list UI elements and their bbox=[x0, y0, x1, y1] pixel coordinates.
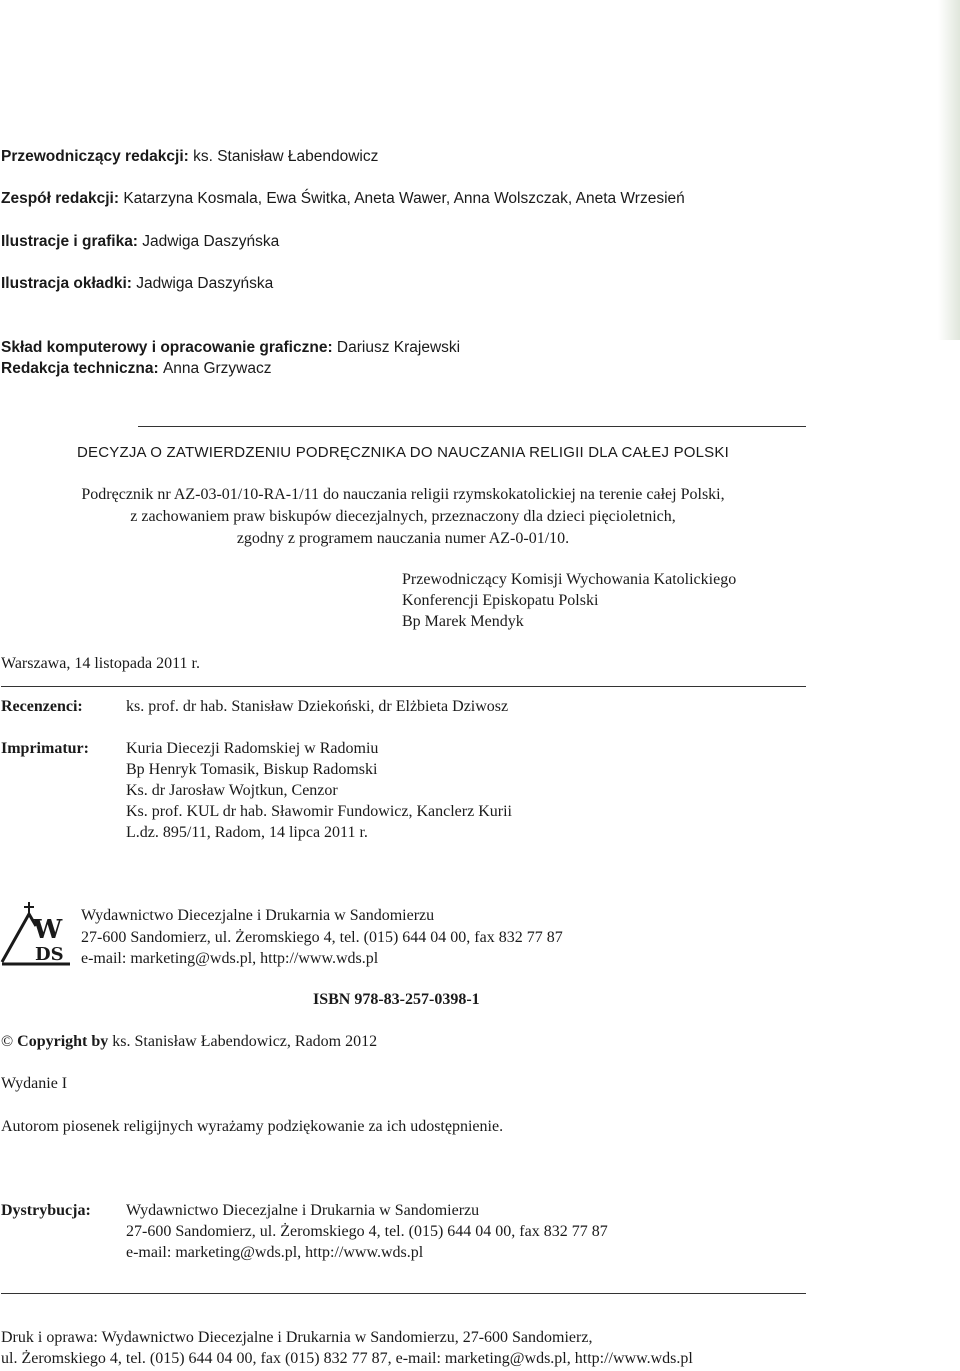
svg-text:DS: DS bbox=[35, 944, 64, 965]
acknowledgement: Autorom piosenek religijnych wyrażamy podziękowanie za ich udostępnienie. bbox=[1, 1118, 504, 1135]
edition: Wydanie I bbox=[1, 1075, 68, 1092]
decision-place-date: Warszawa, 14 listopada 2011 r. bbox=[1, 655, 200, 672]
credit-label: Zespół redakcji: bbox=[1, 190, 124, 207]
copyright-value: ks. Stanisław Łabendowicz, Radom 2012 bbox=[112, 1033, 378, 1050]
decision-line: Podręcznik nr AZ-03-01/10-RA-1/11 do nauczania religii rzymskokatolickiej na terenie całej Polski, bbox=[81, 486, 725, 503]
copyright-symbol: © bbox=[1, 1033, 14, 1050]
decision-line: z zachowaniem praw biskupów diecezjalnych, przeznaczony dla dzieci pięcioletnich, bbox=[130, 508, 676, 525]
wds-publisher-logo bbox=[0, 900, 70, 970]
decision-heading: DECYZJA O ZATWIERDZENIU PODRĘCZNIKA DO NAUCZANIA RELIGII DLA CAŁEJ POLSKI bbox=[77, 444, 729, 461]
publisher-line: 27-600 Sandomierz, ul. Żeromskiego 4, tel. (015) 644 04 00, fax 832 77 87 bbox=[81, 929, 563, 946]
credit-technical bbox=[1, 360, 272, 378]
signature-line: Przewodniczący Komisji Wychowania Katolickiego bbox=[402, 571, 737, 588]
credit-chair bbox=[1, 148, 378, 166]
decision-line: zgodny z programem nauczania numer AZ-0-01/10. bbox=[236, 530, 570, 547]
credit-value: Katarzyna Kosmala, Ewa Świtka, Aneta Wawer, Anna Wolszczak, Aneta Wrzesień bbox=[123, 190, 685, 207]
svg-text:W: W bbox=[33, 915, 63, 945]
divider bbox=[1, 1293, 806, 1294]
credit-typesetting bbox=[1, 339, 460, 357]
credit-label: Ilustracje i grafika: bbox=[1, 233, 143, 250]
imprimatur-line: L.dz. 895/11, Radom, 14 lipca 2011 r. bbox=[126, 824, 368, 841]
page-edge-shadow bbox=[938, 0, 960, 340]
distribution-label: Dystrybucja: bbox=[1, 1202, 91, 1219]
credit-label: Ilustracja okładki: bbox=[1, 275, 137, 292]
imprimatur-line: Ks. dr Jarosław Wojtkun, Cenzor bbox=[126, 782, 338, 799]
credit-value: ks. Stanisław Łabendowicz bbox=[193, 148, 379, 165]
print-line: Druk i oprawa: Wydawnictwo Diecezjalne i Drukarnia w Sandomierzu, 27-600 Sandomierz, bbox=[1, 1329, 593, 1346]
publisher-line: e-mail: marketing@wds.pl, http://www.wds.pl bbox=[81, 950, 379, 967]
divider bbox=[1, 686, 806, 687]
distribution-line: Wydawnictwo Diecezjalne i Drukarnia w Sandomierzu bbox=[126, 1202, 480, 1219]
divider bbox=[138, 426, 806, 427]
print-line: ul. Żeromskiego 4, tel. (015) 644 04 00, fax (015) 832 77 87, e-mail: marketing@wds.pl, http://www.wds.pl bbox=[1, 1350, 693, 1367]
credit-value: Dariusz Krajewski bbox=[336, 339, 461, 356]
credit-illustrations bbox=[1, 233, 279, 251]
imprimatur-label: Imprimatur: bbox=[1, 740, 89, 757]
credit-label: Skład komputerowy i opracowanie graficzne: bbox=[1, 339, 337, 356]
credit-label: Redakcja techniczna: bbox=[1, 360, 163, 377]
copyright-label: Copyright by bbox=[13, 1033, 113, 1050]
signature-line: Konferencji Episkopatu Polski bbox=[402, 592, 599, 609]
credit-label: Przewodniczący redakcji: bbox=[1, 148, 194, 165]
credit-cover bbox=[1, 275, 273, 293]
copyright-line bbox=[1, 1033, 377, 1051]
distribution-line: 27-600 Sandomierz, ul. Żeromskiego 4, tel. (015) 644 04 00, fax 832 77 87 bbox=[126, 1223, 608, 1240]
signature-line: Bp Marek Mendyk bbox=[402, 613, 524, 630]
credit-value: Jadwiga Daszyńska bbox=[136, 275, 274, 292]
reviewers-label: Recenzenci: bbox=[1, 698, 83, 715]
credit-team bbox=[1, 190, 685, 208]
publisher-line: Wydawnictwo Diecezjalne i Drukarnia w Sandomierzu bbox=[81, 907, 435, 924]
imprimatur-line: Kuria Diecezji Radomskiej w Radomiu bbox=[126, 740, 379, 757]
reviewers-value: ks. prof. dr hab. Stanisław Dziekoński, dr Elżbieta Dziwosz bbox=[126, 698, 509, 715]
imprimatur-line: Ks. prof. KUL dr hab. Sławomir Fundowicz, Kanclerz Kurii bbox=[126, 803, 512, 820]
isbn: ISBN 978-83-257-0398-1 bbox=[313, 991, 480, 1008]
credit-value: Anna Grzywacz bbox=[162, 360, 272, 377]
credit-value: Jadwiga Daszyńska bbox=[142, 233, 280, 250]
imprimatur-line: Bp Henryk Tomasik, Biskup Radomski bbox=[126, 761, 378, 778]
distribution-line: e-mail: marketing@wds.pl, http://www.wds.pl bbox=[126, 1244, 424, 1261]
